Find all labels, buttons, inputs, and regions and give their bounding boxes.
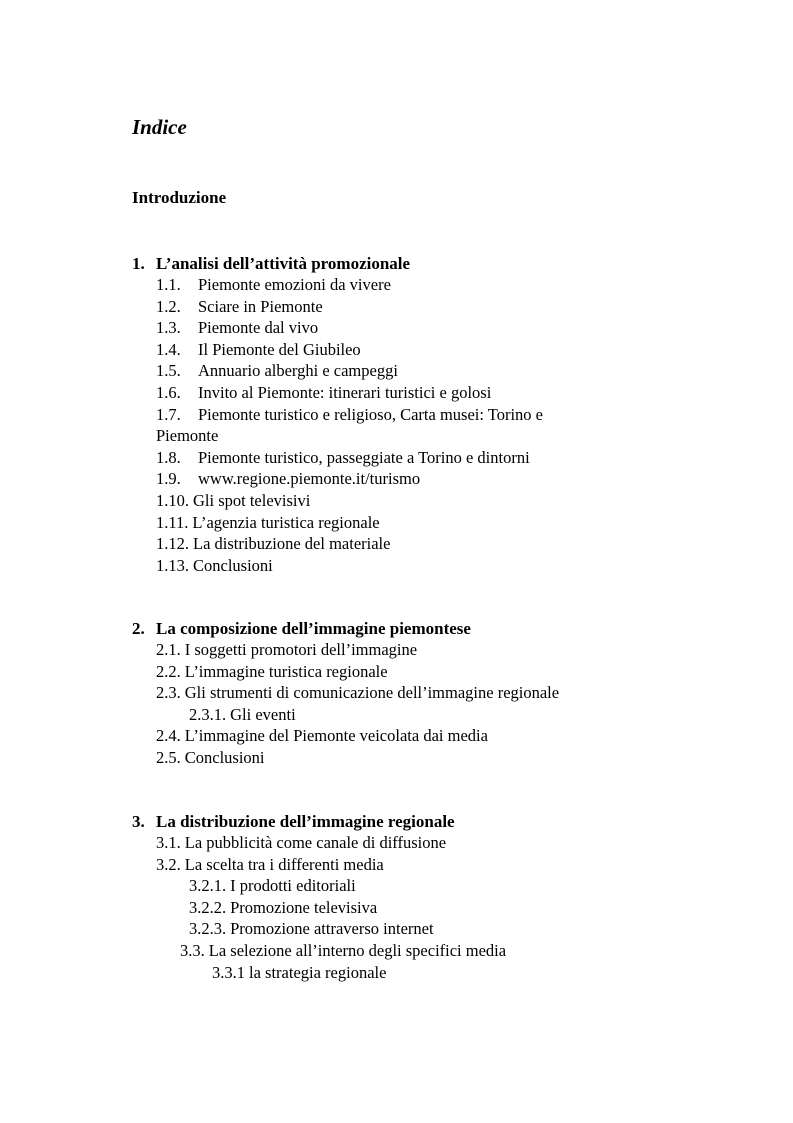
entry-text: Gli spot televisivi [193,490,311,510]
toc-entry [132,940,652,962]
entry-text: L’immagine del Piemonte veicolata dai media [184,726,488,746]
chapter-heading [132,618,652,639]
toc-entry [132,725,652,747]
entry-number: 1.13. [156,555,189,575]
entry-text: la strategia regionale [249,962,387,982]
entry-text: La pubblicità come canale di diffusione [184,833,447,852]
toc-entry [132,404,652,426]
entry-text: I prodotti editoriali [230,876,356,896]
chapter-number: 3. [132,812,145,831]
entry-text: Gli eventi [230,704,296,724]
toc-entry [132,854,652,876]
entry-number: 2.3.1. [189,704,227,724]
toc-entry [132,339,652,361]
entry-text: Conclusioni [184,747,265,767]
toc-entry [132,360,652,382]
entry-text: Promozione televisiva [230,897,378,917]
toc-entry-sub [132,962,652,984]
toc-entry [132,296,652,318]
entry-number: 2.4. [156,726,181,746]
toc-entry [132,317,652,339]
toc-chapter-2 [132,618,652,769]
toc-chapter-3 [132,811,652,983]
toc-entry-sub [132,704,652,726]
entry-text: Gli strumenti di comunicazione dell’immagine regionale [184,683,560,703]
entry-text: Piemonte emozioni da vivere [198,275,391,294]
toc-entry [132,639,652,661]
toc-entry [132,274,652,296]
entry-number: 1.6. [156,382,181,402]
entry-number: 3.2.1. [189,876,227,896]
toc-entry [132,747,652,769]
toc-entry [132,490,652,512]
toc-entry [132,533,652,555]
entry-number: 3.2.2. [189,897,227,917]
chapter-title: La distribuzione dell’immagine regionale [156,812,455,831]
chapter-title: La composizione dell’immagine piemontese [156,619,471,638]
entry-text: Promozione attraverso internet [230,919,434,939]
entry-text: Piemonte turistico, passeggiate a Torino e dintorni [198,447,530,467]
entry-text: Invito al Piemonte: itinerari turistici e golosi [198,382,492,402]
entry-number: 1.7. [156,404,181,424]
entry-text: I soggetti promotori dell’immagine [184,640,418,659]
chapter-title: L’analisi dell’attività promozionale [156,254,411,273]
toc-entry [132,832,652,854]
entry-number: 1.1. [156,275,181,294]
chapter-number: 2. [132,619,145,638]
entry-number: 1.12. [156,534,189,554]
chapter-heading [132,811,652,832]
toc-entry [132,512,652,534]
entry-text: L’immagine turistica regionale [184,661,388,681]
entry-number: 2.2. [156,661,181,681]
chapter-heading [132,253,652,274]
toc-entry-sub [132,897,652,919]
entry-text: La distribuzione del materiale [193,534,391,554]
page-title: Indice [132,115,187,139]
toc-introduction: Introduzione [132,188,227,207]
entry-number: 1.8. [156,447,181,467]
toc-entry-sub [132,918,652,940]
entry-number: 1.10. [156,490,189,510]
toc-entry [132,682,652,704]
entry-number: 1.2. [156,296,181,316]
entry-number: 1.5. [156,361,181,381]
entry-number: 2.1. [156,640,181,659]
entry-text: Annuario alberghi e campeggi [198,361,398,381]
toc-entry-sub [132,875,652,897]
toc-chapter-1 [132,253,652,576]
entry-number: 3.3.1 [212,962,245,982]
entry-text: Conclusioni [193,555,273,575]
entry-number: 1.4. [156,339,181,359]
entry-text: Piemonte dal vivo [198,318,319,338]
toc-entry-continuation: Piemonte [156,426,219,446]
entry-number: 1.3. [156,318,181,338]
entry-text: Il Piemonte del Giubileo [198,339,361,359]
entry-number: 3.2.3. [189,919,227,939]
entry-text: Sciare in Piemonte [198,296,323,316]
entry-number: 3.1. [156,833,181,852]
entry-number: 1.11. [156,512,189,532]
toc-entry [132,447,652,469]
entry-text: www.regione.piemonte.it/turismo [198,469,421,489]
entry-text: L’agenzia turistica regionale [192,512,380,532]
entry-number: 3.3. [180,940,205,960]
toc-entry [132,661,652,683]
entry-number: 1.9. [156,469,181,489]
entry-text: La scelta tra i differenti media [184,854,384,874]
entry-text: Piemonte turistico e religioso, Carta musei: Torino e [198,404,543,424]
chapter-number: 1. [132,254,145,273]
entry-text: La selezione all’interno degli specifici media [208,940,507,960]
toc-entry [132,382,652,404]
entry-number: 3.2. [156,854,181,874]
entry-number: 2.5. [156,747,181,767]
toc-entry [132,555,652,577]
toc-entry [132,468,652,490]
entry-number: 2.3. [156,683,181,703]
